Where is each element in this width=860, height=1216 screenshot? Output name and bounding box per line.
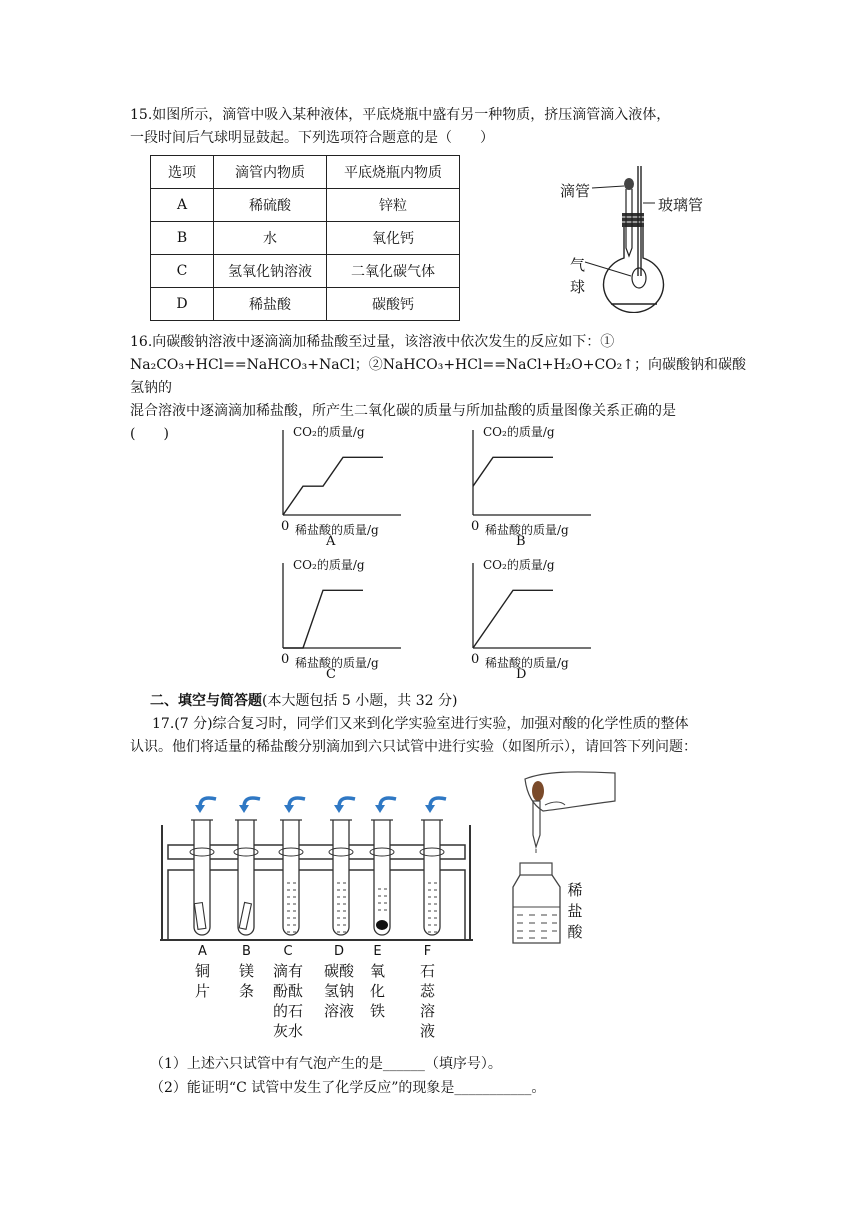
- chart-ylabel: CO₂的质量/g: [293, 558, 365, 572]
- rack-body: [168, 870, 465, 940]
- chart-ylabel: CO₂的质量/g: [483, 425, 555, 439]
- table-cell: 稀盐酸: [214, 288, 327, 321]
- bottle-label-char: 盐: [567, 902, 583, 920]
- tube-label-text: 液: [420, 1022, 436, 1040]
- q15-table: [150, 155, 460, 321]
- tube-letter: F: [423, 944, 432, 959]
- tube-label-text: 石: [420, 962, 436, 980]
- test-tube: [374, 820, 390, 935]
- table-cell: A: [151, 189, 214, 222]
- balloon-label-2: 球: [570, 278, 586, 296]
- tube-letter: E: [373, 944, 382, 959]
- tube-label-text: 酚酞: [273, 982, 304, 1000]
- chart-letter: C: [326, 667, 336, 682]
- q17-sub1: （1）上述六只试管中有气泡产生的是______（填序号）。: [150, 1056, 502, 1072]
- balloon-shape: [632, 268, 646, 288]
- tube-label-f: [420, 942, 435, 1041]
- tube-label-d: [324, 942, 354, 1021]
- q15-line2: 一段时间后气球明显鼓起。下列选项符合题意的是（ ）: [130, 130, 494, 146]
- section-note: (本大题包括 5 小题，共 32 分): [262, 693, 458, 709]
- table-header-row: [151, 156, 460, 189]
- bottle-label-char: 稀: [567, 881, 583, 899]
- q17-subquestions: [150, 1052, 545, 1100]
- tube-letter: D: [334, 944, 345, 959]
- tube-label-text: 蕊: [420, 982, 436, 1000]
- tube-label-text: 溶: [420, 1002, 436, 1020]
- bottle-shape: [513, 875, 560, 943]
- tube-label-text: 的石: [273, 1002, 304, 1020]
- table-row: [151, 255, 460, 288]
- table-cell: 氧化钙: [327, 222, 460, 255]
- table-row: [151, 288, 460, 321]
- tube-label-text: 灰水: [273, 1022, 304, 1040]
- chart-letter: D: [516, 667, 527, 682]
- chart-origin: 0: [281, 519, 290, 534]
- dropper-bulb-icon: [532, 781, 544, 801]
- test-tube-rack-figure: [160, 785, 475, 945]
- bottle-label-char: 酸: [567, 923, 583, 941]
- table-cell: 稀硫酸: [214, 189, 327, 222]
- q16-text: [130, 331, 750, 446]
- tube-label-text: 片: [195, 982, 211, 1000]
- q17-sub2: （2）能证明“C 试管中发生了化学反应”的现象是___________。: [150, 1080, 546, 1096]
- chart-xlabel: 稀盐酸的质量/g: [485, 523, 569, 537]
- dropper-bottle-figure: [505, 765, 620, 950]
- test-tube: [333, 820, 349, 935]
- table-cell: C: [151, 255, 214, 288]
- q17-line2: 认识。他们将适量的稀盐酸分别滴加到六只试管中进行实验（如图所示），请回答下列问题：: [130, 739, 697, 755]
- tube-label-text: 溶液: [324, 1002, 355, 1020]
- section-title: 二、填空与简答题: [150, 693, 262, 709]
- table-cell: 水: [214, 222, 327, 255]
- tube-label-c: [273, 942, 303, 1041]
- q16-line3: 混合溶液中逐滴滴加稀盐酸，所产生二氧化碳的质量与所加盐酸的质量图像关系正确的是: [130, 403, 676, 419]
- tube-label-text: 氧: [370, 962, 386, 980]
- tube-letter: A: [198, 944, 207, 959]
- balloon-label-1: 气: [570, 256, 586, 274]
- table-cell: B: [151, 222, 214, 255]
- tube-label-text: 镁: [239, 962, 255, 980]
- chart-origin: 0: [281, 652, 290, 667]
- table-cell: D: [151, 288, 214, 321]
- table-header-cell: 滴管内物质: [214, 156, 327, 189]
- tube-label-text: 铁: [370, 1002, 386, 1020]
- dropper-bulb-shape: [624, 178, 634, 190]
- series-line: [283, 590, 363, 648]
- tube-letter: B: [242, 944, 251, 959]
- tube-label-e: [370, 942, 385, 1021]
- q16-line4: ( ): [130, 426, 169, 442]
- tube-label-b: [239, 942, 254, 1001]
- chart-origin: 0: [471, 652, 480, 667]
- chart-xlabel: 稀盐酸的质量/g: [295, 656, 379, 670]
- tube-label-a: [195, 942, 210, 1001]
- test-tube: [424, 820, 440, 935]
- q16-line1: 16.向碳酸钠溶液中逐滴滴加稀盐酸至过量，该溶液中依次发生的反应如下：①: [130, 334, 615, 350]
- series-line: [473, 590, 553, 648]
- tube-label-text: 滴有: [273, 962, 304, 980]
- table-row: [151, 189, 460, 222]
- chart-letter: A: [326, 534, 336, 549]
- chart-xlabel: 稀盐酸的质量/g: [295, 523, 379, 537]
- table-cell: 氢氧化钠溶液: [214, 255, 327, 288]
- series-line: [283, 457, 383, 515]
- test-tube: [283, 820, 299, 935]
- section-2-heading: [150, 690, 457, 712]
- tube-label-text: 条: [239, 982, 255, 1000]
- tube-label-text: 碳酸: [324, 962, 355, 980]
- chart-xlabel: 稀盐酸的质量/g: [485, 656, 569, 670]
- iron-oxide-shape: [376, 920, 388, 930]
- bottle-label: [566, 880, 584, 943]
- chart-ylabel: CO₂的质量/g: [293, 425, 365, 439]
- table-header-cell: 平底烧瓶内物质: [327, 156, 460, 189]
- flask-shape: [604, 227, 664, 313]
- tube-letter: C: [283, 944, 293, 959]
- q17-text: [130, 713, 750, 759]
- tube-label-text: 铜: [195, 962, 211, 980]
- table-cell: 二氧化碳气体: [327, 255, 460, 288]
- table-row: [151, 222, 460, 255]
- q15-line1: 15.如图所示，滴管中吸入某种液体，平底烧瓶中盛有另一种物质，挤压滴管滴入液体，: [130, 107, 671, 123]
- dropper-label: 滴管: [560, 182, 591, 200]
- glass-tube-label: 玻璃管: [658, 196, 704, 214]
- table-cell: 锌粒: [327, 189, 460, 222]
- q16-line2: Na₂CO₃+HCl==NaHCO₃+NaCl；②NaHCO₃+HCl==NaCl+H₂O+CO₂↑；向碳酸钠和碳酸氢钠的: [130, 357, 746, 396]
- tube-label-text: 氢钠: [324, 982, 355, 1000]
- q17-line1: 17.(7 分)综合复习时，同学们又来到化学实验室进行实验，加强对酸的化学性质的整体: [152, 716, 689, 732]
- q15-text: [130, 104, 750, 150]
- tube-label-text: 化: [370, 982, 386, 1000]
- chart-origin: 0: [471, 519, 480, 534]
- table-cell: 碳酸钙: [327, 288, 460, 321]
- chart-letter: B: [516, 534, 526, 549]
- series-line: [473, 457, 553, 486]
- chart-ylabel: CO₂的质量/g: [483, 558, 555, 572]
- table-header-cell: 选项: [151, 156, 214, 189]
